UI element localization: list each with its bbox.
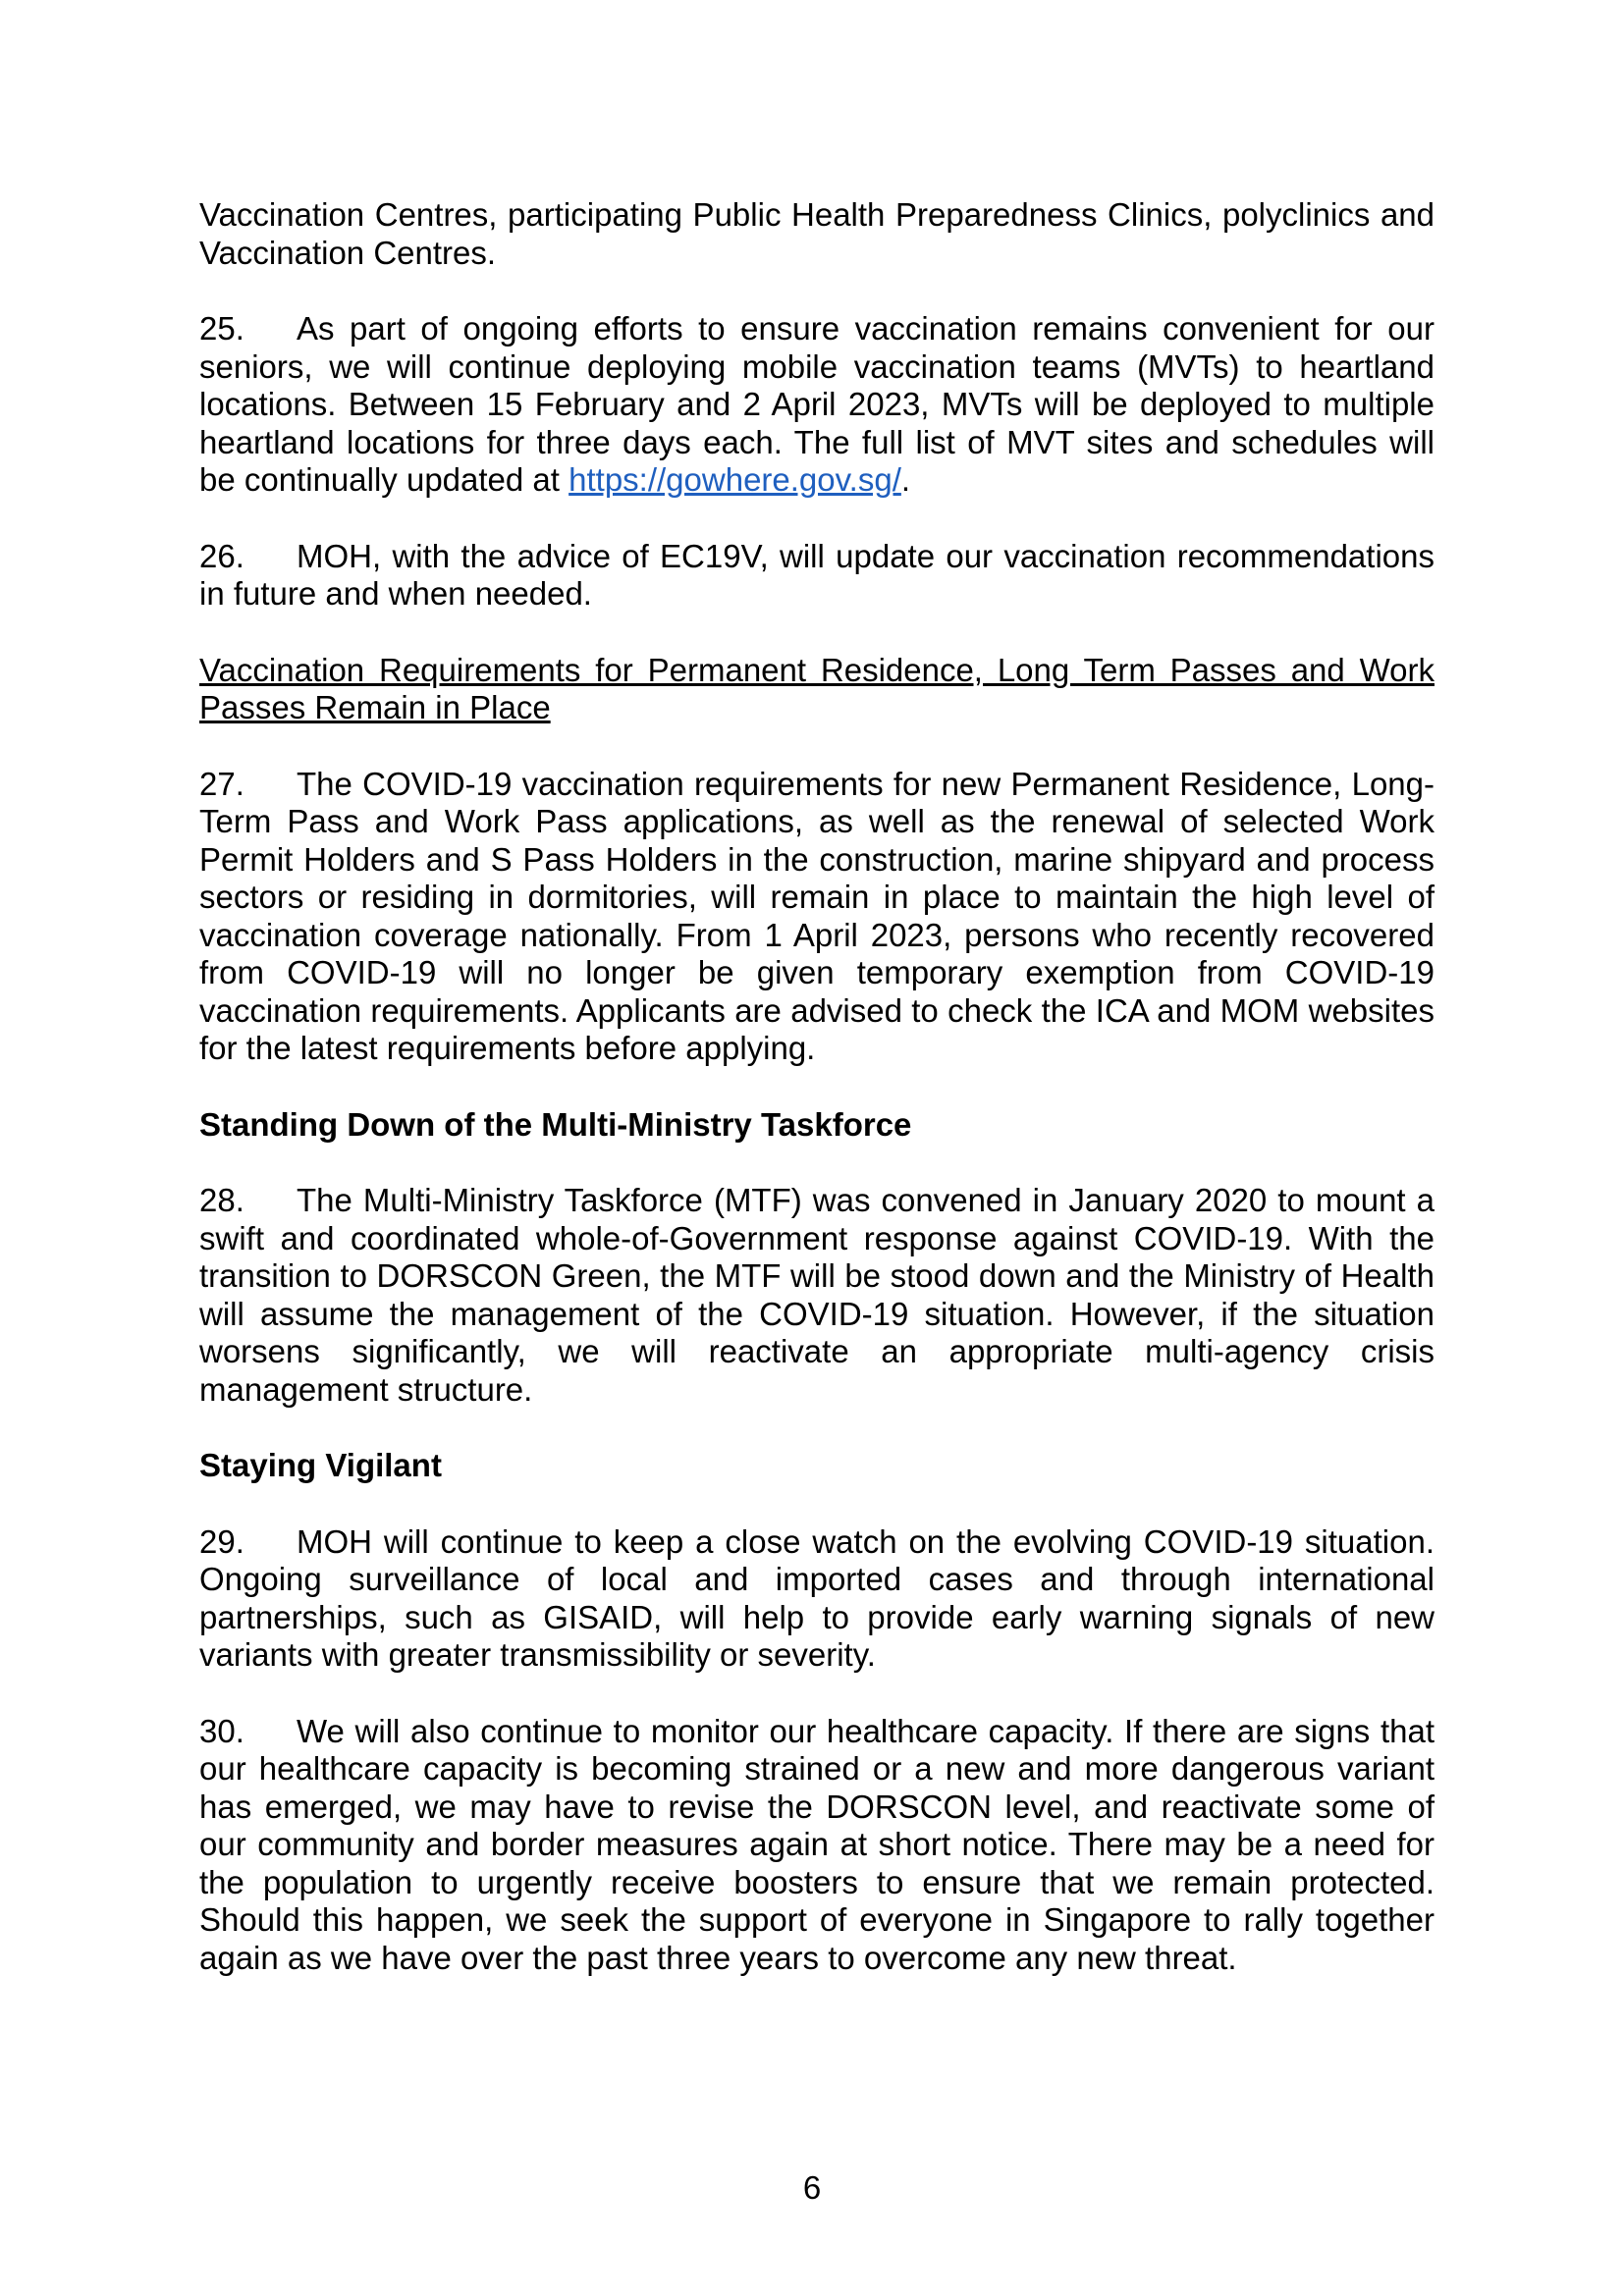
paragraph-text: The Multi-Ministry Taskforce (MTF) was convened in January 2020 to mount a swift and coordinated whole-of-Government response against COVID-19. With the transition to DORSCON Green, the MTF will be stood down and the Ministry of Health will assume the management of the COVID-19 situation. However, if the situation worsens significantly, we will reactivate an appropriate multi-agency crisis management structure. (199, 1182, 1435, 1408)
heading-multi-ministry-taskforce: Standing Down of the Multi-Ministry Taskforce (199, 1105, 912, 1143)
paragraph-number: 28. (199, 1182, 244, 1218)
paragraph-25 (199, 310, 1435, 500)
intro-text: Vaccination Centres, participating Public Health Preparedness Clinics, polyclinics and Vaccination Centres. (199, 196, 1435, 271)
page-number: 6 (802, 2169, 822, 2206)
paragraph-number: 26. (199, 537, 244, 574)
intro-paragraph (199, 196, 1435, 272)
paragraph-text: MOH, with the advice of EC19V, will update our vaccination recommendations in future and when needed. (199, 537, 1435, 612)
paragraph-number: 27. (199, 765, 244, 802)
paragraph-27 (199, 766, 1435, 1068)
gowhere-link[interactable]: https://gowhere.gov.sg/ (568, 461, 901, 498)
paragraph-suffix: . (900, 461, 911, 498)
paragraph-30 (199, 1713, 1435, 1978)
paragraph-text: As part of ongoing efforts to ensure vaccination remains convenient for our seniors, we will continue deploying mobile vaccination teams (MVTs) to heartland locations. Between 15 February and 2 April 2023, MVTs will be deployed to multiple heartland locations for three days each. The full list of MVT sites and schedules will be continually updated at (199, 310, 1435, 498)
paragraph-number: 29. (199, 1522, 244, 1560)
heading-staying-vigilant: Staying Vigilant (199, 1447, 442, 1483)
paragraph-26 (199, 538, 1435, 614)
paragraph-number: 25. (199, 310, 244, 347)
paragraph-28 (199, 1182, 1435, 1409)
paragraph-text: We will also continue to monitor our healthcare capacity. If there are signs that our healthcare capacity is becoming strained or a new and more dangerous variant has emerged, we may have to revise the DORSCON level, and reactivate some of our community and border measures again at short notice. There may be a need for the population to urgently receive boosters to ensure that we remain protected. Should this happen, we seek the support of everyone in Singapore to rally together again as we have over the past three years to overcome any new threat. (199, 1712, 1435, 1976)
subheading-vaccination-requirements: Vaccination Requirements for Permanent Residence, Long Term Passes and Work Passes Remain in Place (199, 651, 1435, 725)
paragraph-29 (199, 1523, 1435, 1675)
paragraph-text: MOH will continue to keep a close watch on the evolving COVID-19 situation. Ongoing surveillance of local and imported cases and through international partnerships, such as GISAID, will help to provide early warning signals of new variants with greater transmissibility or severity. (199, 1522, 1435, 1673)
document-page (199, 196, 1435, 2015)
paragraph-text: The COVID-19 vaccination requirements for new Permanent Residence, Long-Term Pass and Work Pass applications, as well as the renewal of selected Work Permit Holders and S Pass Holders in the construction, marine shipyard and process sectors or residing in dormitories, will remain in place to maintain the high level of vaccination coverage nationally. From 1 April 2023, persons who recently recovered from COVID-19 will no longer be given temporary exemption from COVID-19 vaccination requirements. Applicants are advised to check the ICA and MOM websites for the latest requirements before applying. (199, 765, 1435, 1066)
paragraph-number: 30. (199, 1712, 244, 1749)
